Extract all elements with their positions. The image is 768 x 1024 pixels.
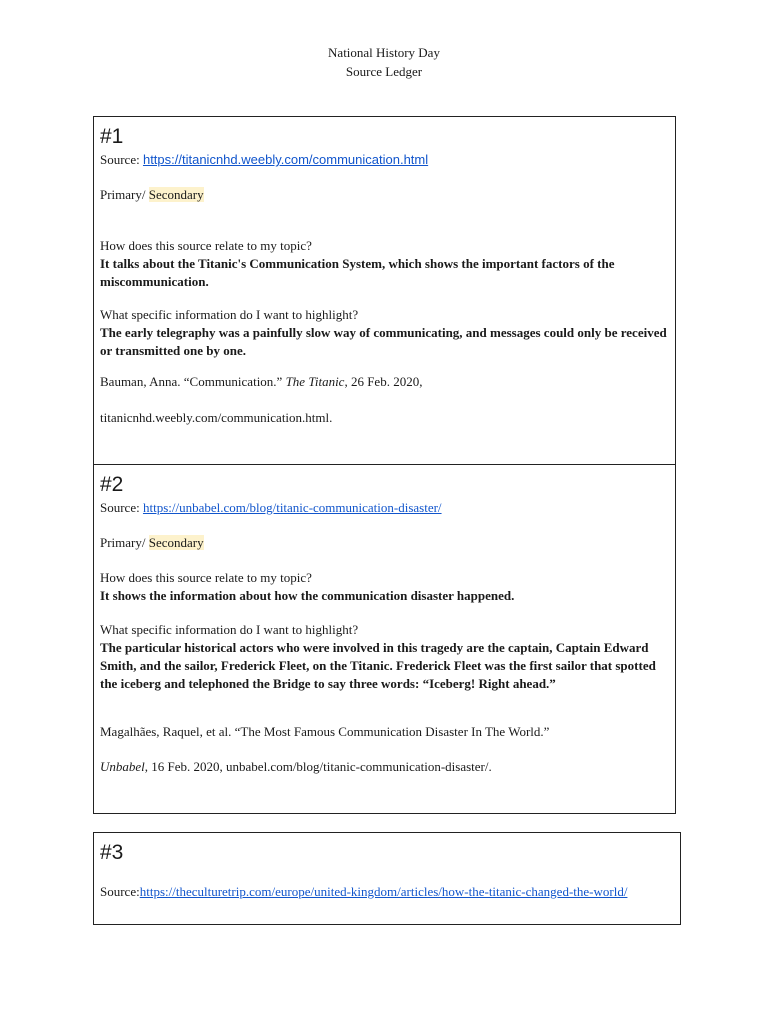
type-secondary-highlighted: Secondary <box>148 187 204 202</box>
citation-line-1 <box>100 373 669 391</box>
answer-highlight: The particular historical actors who were involved in this tragedy are the captain, Captain Edward Smith, and the sailor, Frederick Fleet, on the Titanic. Frederick Fleet was the first sailor that spotted the iceberg and telephoned the Bridge to say three words: “Iceberg! Right ahead.” <box>100 640 656 691</box>
entry-number: #2 <box>100 473 124 496</box>
citation-site: Unbabel <box>100 759 145 774</box>
type-secondary-highlighted: Secondary <box>148 535 204 550</box>
citation-line-2: titanicnhd.weebly.com/communication.html. <box>100 410 333 425</box>
type-primary: Primary/ <box>100 535 149 550</box>
source-line <box>100 151 669 169</box>
question-relation: How does this source relate to my topic? <box>100 570 312 585</box>
document-header <box>0 43 768 81</box>
source-label: Source: <box>100 500 143 515</box>
source-type <box>100 186 669 204</box>
citation-line-1: Magalhães, Raquel, et al. “The Most Famous Communication Disaster In The World.” <box>100 724 550 739</box>
answer-relation: It talks about the Titanic's Communication System, which shows the important factors of the miscommunication. <box>100 256 615 289</box>
source-entry-2 <box>93 464 676 814</box>
question-relation: How does this source relate to my topic? <box>100 238 312 253</box>
document-subtitle: Source Ledger <box>345 64 423 79</box>
citation-line-2 <box>100 758 669 776</box>
citation-date: , 26 Feb. 2020, <box>344 374 423 389</box>
citation-author-title: Bauman, Anna. “Communication.” <box>100 374 286 389</box>
source-line <box>100 499 669 517</box>
document-title: National History Day <box>328 45 440 60</box>
source-entry-1 <box>93 116 676 465</box>
source-type <box>100 534 669 552</box>
entry-number: #1 <box>100 125 124 148</box>
type-primary: Primary/ <box>100 187 149 202</box>
answer-relation: It shows the information about how the communication disaster happened. <box>100 588 515 603</box>
citation-date-url: , 16 Feb. 2020, unbabel.com/blog/titanic-communication-disaster/. <box>144 759 492 774</box>
source-link[interactable]: https://titanicnhd.weebly.com/communication.html <box>142 152 429 167</box>
source-link[interactable]: https://unbabel.com/blog/titanic-communication-disaster/ <box>142 500 442 515</box>
question-highlight: What specific information do I want to highlight? <box>100 622 359 637</box>
source-label: Source: <box>100 152 143 167</box>
source-line <box>100 883 674 901</box>
source-entry-3 <box>93 832 681 925</box>
citation-site: The Titanic <box>285 374 345 389</box>
source-link[interactable]: https://theculturetrip.com/europe/united-kingdom/articles/how-the-titanic-changed-the-world/ <box>139 884 628 899</box>
question-highlight: What specific information do I want to highlight? <box>100 307 359 322</box>
source-label: Source: <box>100 884 140 899</box>
entry-number: #3 <box>100 841 124 864</box>
answer-highlight: The early telegraphy was a painfully slow way of communicating, and messages could only be received or transmitted one by one. <box>100 325 667 358</box>
